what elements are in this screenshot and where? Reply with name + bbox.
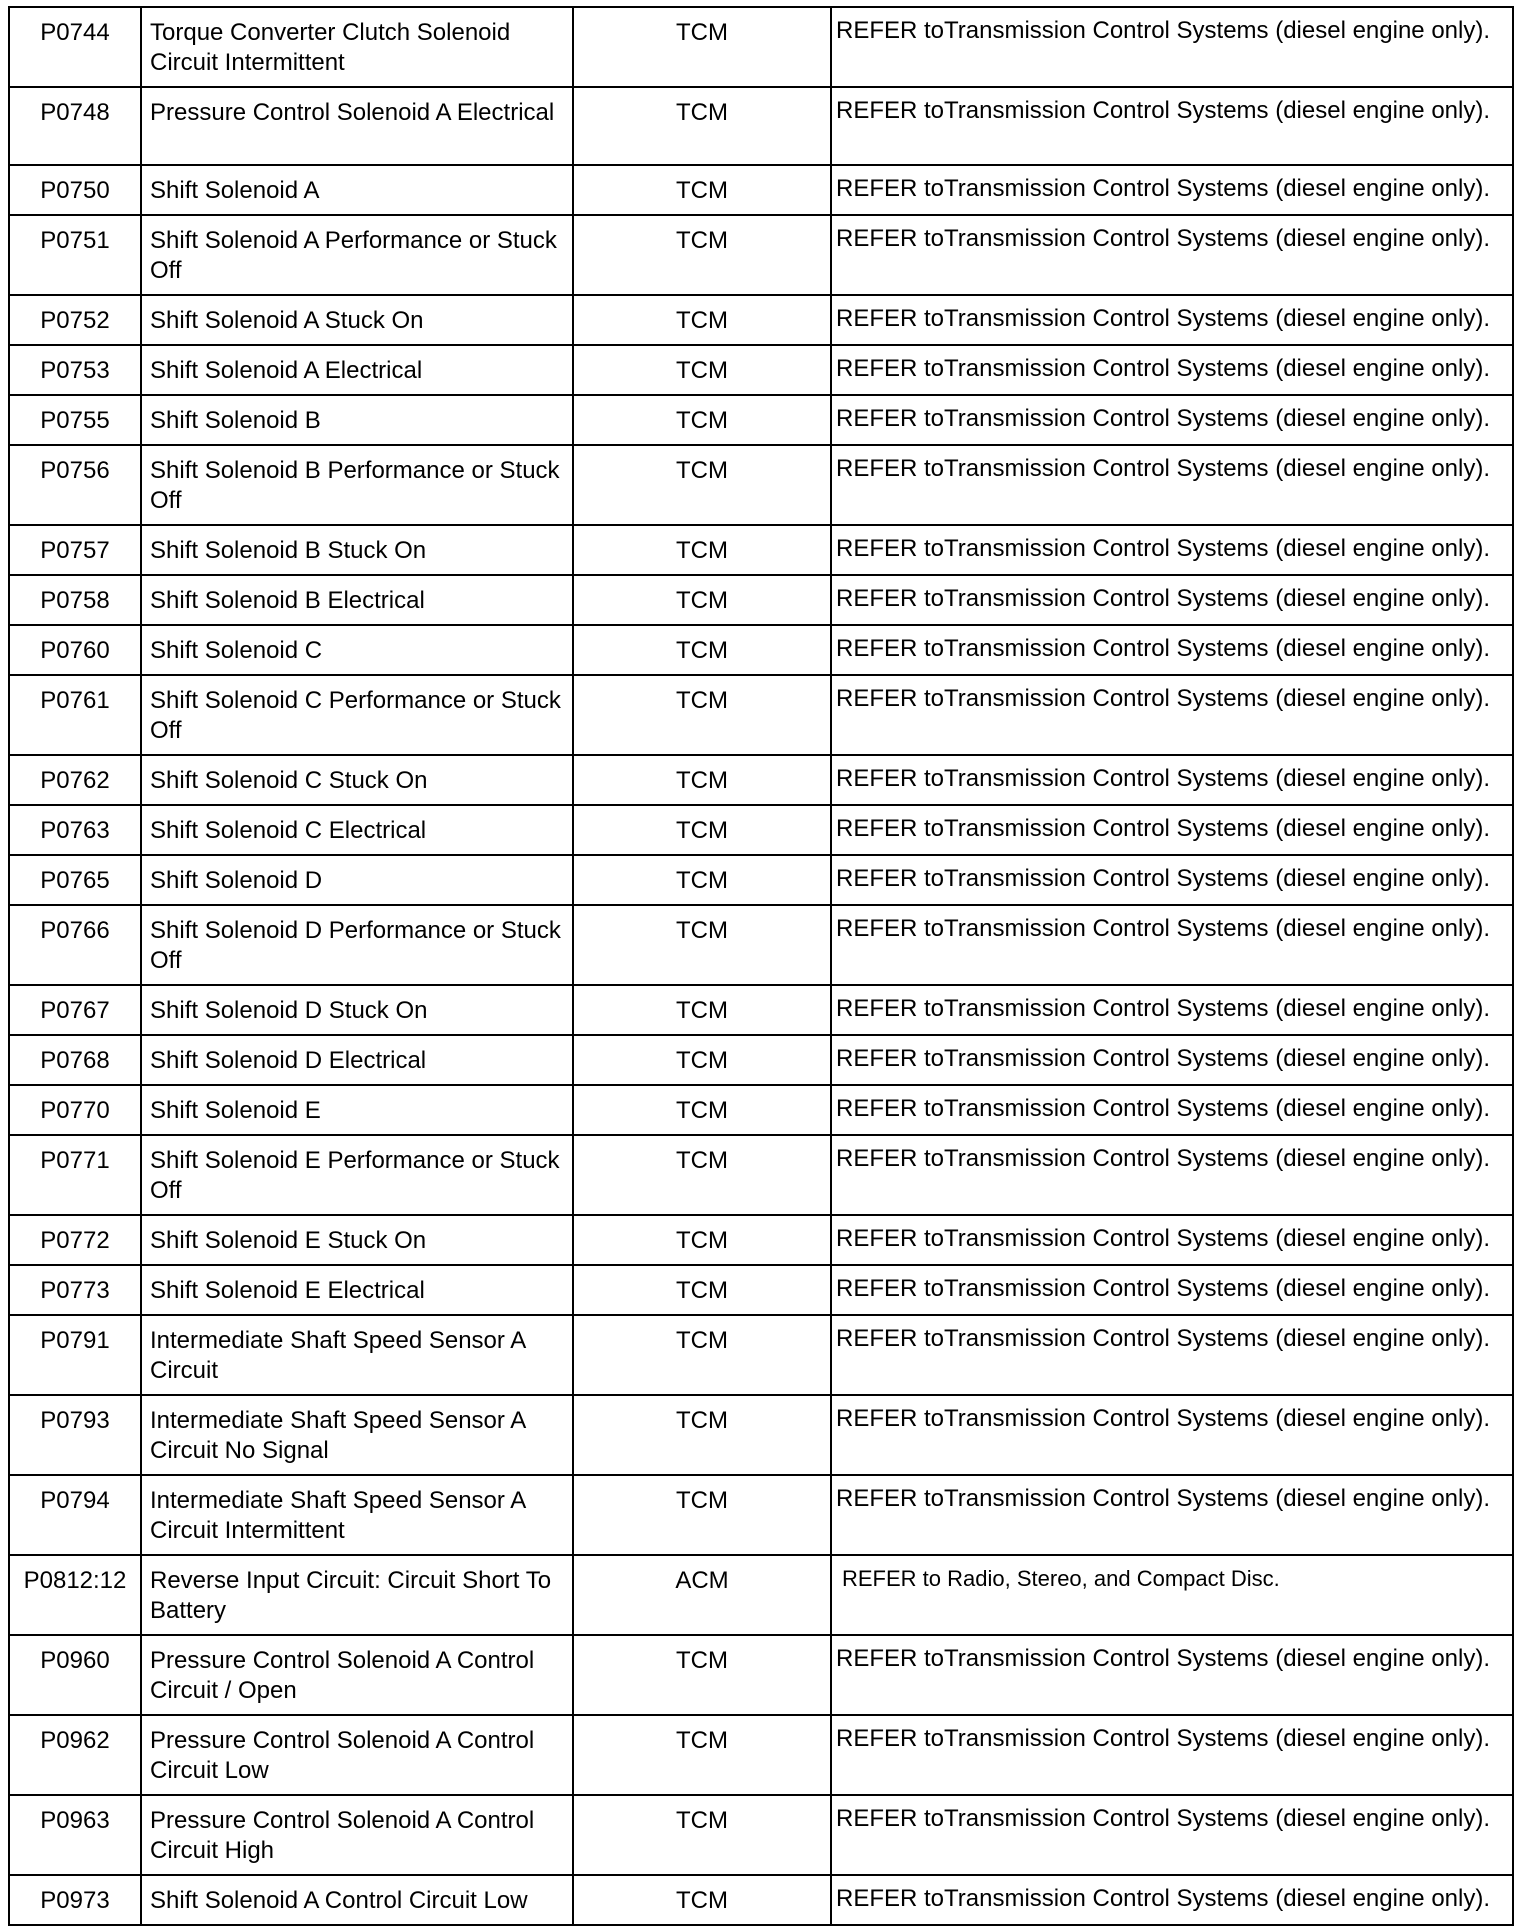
table-row <box>9 755 1513 805</box>
dtc-description: Shift Solenoid B Performance or Stuck Off <box>141 445 573 525</box>
dtc-module: TCM <box>573 1135 831 1215</box>
dtc-description: Shift Solenoid C <box>141 625 573 675</box>
dtc-code: P0757 <box>9 525 141 575</box>
dtc-action: REFER toTransmission Control Systems (diesel engine only). <box>831 165 1513 215</box>
dtc-code: P0750 <box>9 165 141 215</box>
dtc-module: TCM <box>573 1795 831 1875</box>
table-row <box>9 7 1513 87</box>
dtc-module: TCM <box>573 1215 831 1265</box>
dtc-code: P0960 <box>9 1635 141 1715</box>
dtc-action: REFER toTransmission Control Systems (diesel engine only). <box>831 575 1513 625</box>
dtc-code: P0756 <box>9 445 141 525</box>
dtc-module: TCM <box>573 855 831 905</box>
dtc-action: REFER toTransmission Control Systems (diesel engine only). <box>831 345 1513 395</box>
dtc-code: P0758 <box>9 575 141 625</box>
dtc-module: TCM <box>573 805 831 855</box>
dtc-action: REFER toTransmission Control Systems (diesel engine only). <box>831 7 1513 87</box>
dtc-module: TCM <box>573 1315 831 1395</box>
dtc-description: Shift Solenoid E Electrical <box>141 1265 573 1315</box>
dtc-code: P0765 <box>9 855 141 905</box>
dtc-module: TCM <box>573 445 831 525</box>
dtc-description: Shift Solenoid D <box>141 855 573 905</box>
dtc-description: Shift Solenoid C Stuck On <box>141 755 573 805</box>
dtc-code: P0772 <box>9 1215 141 1265</box>
dtc-module: TCM <box>573 905 831 985</box>
table-row <box>9 1555 1513 1635</box>
dtc-code: P0755 <box>9 395 141 445</box>
dtc-code: P0791 <box>9 1315 141 1395</box>
table-row <box>9 215 1513 295</box>
dtc-action: REFER toTransmission Control Systems (diesel engine only). <box>831 445 1513 525</box>
dtc-action: REFER toTransmission Control Systems (diesel engine only). <box>831 1215 1513 1265</box>
dtc-code: P0771 <box>9 1135 141 1215</box>
dtc-description: Pressure Control Solenoid A Control Circuit / Open <box>141 1635 573 1715</box>
dtc-module: TCM <box>573 1035 831 1085</box>
dtc-module: TCM <box>573 215 831 295</box>
table-row <box>9 575 1513 625</box>
dtc-module: TCM <box>573 985 831 1035</box>
dtc-action: REFER toTransmission Control Systems (diesel engine only). <box>831 1035 1513 1085</box>
table-row <box>9 985 1513 1035</box>
dtc-code: P0794 <box>9 1475 141 1555</box>
table-row <box>9 905 1513 985</box>
dtc-description: Intermediate Shaft Speed Sensor A Circuit Intermittent <box>141 1475 573 1555</box>
dtc-description: Shift Solenoid D Stuck On <box>141 985 573 1035</box>
table-row <box>9 1875 1513 1925</box>
dtc-action: REFER toTransmission Control Systems (diesel engine only). <box>831 1795 1513 1875</box>
table-row <box>9 525 1513 575</box>
dtc-table <box>8 6 1514 1926</box>
dtc-description: Shift Solenoid B Electrical <box>141 575 573 625</box>
dtc-description: Pressure Control Solenoid A Control Circuit High <box>141 1795 573 1875</box>
dtc-code: P0748 <box>9 87 141 165</box>
table-row <box>9 1135 1513 1215</box>
table-row <box>9 1715 1513 1795</box>
dtc-description: Shift Solenoid D Electrical <box>141 1035 573 1085</box>
dtc-action: REFER toTransmission Control Systems (diesel engine only). <box>831 1715 1513 1795</box>
dtc-module: TCM <box>573 1395 831 1475</box>
dtc-code: P0751 <box>9 215 141 295</box>
dtc-module: TCM <box>573 87 831 165</box>
dtc-action: REFER toTransmission Control Systems (diesel engine only). <box>831 1265 1513 1315</box>
dtc-module: TCM <box>573 295 831 345</box>
dtc-action: REFER toTransmission Control Systems (diesel engine only). <box>831 805 1513 855</box>
dtc-action: REFER toTransmission Control Systems (diesel engine only). <box>831 295 1513 345</box>
dtc-action: REFER toTransmission Control Systems (diesel engine only). <box>831 215 1513 295</box>
dtc-description: Shift Solenoid A Performance or Stuck Off <box>141 215 573 295</box>
dtc-description: Pressure Control Solenoid A Control Circuit Low <box>141 1715 573 1795</box>
table-row <box>9 1635 1513 1715</box>
dtc-description: Intermediate Shaft Speed Sensor A Circuit <box>141 1315 573 1395</box>
dtc-action: REFER toTransmission Control Systems (diesel engine only). <box>831 755 1513 805</box>
dtc-module: ACM <box>573 1555 831 1635</box>
dtc-code: P0753 <box>9 345 141 395</box>
dtc-code: P0793 <box>9 1395 141 1475</box>
table-row <box>9 1215 1513 1265</box>
dtc-description: Shift Solenoid A <box>141 165 573 215</box>
dtc-action: REFER toTransmission Control Systems (diesel engine only). <box>831 675 1513 755</box>
table-row <box>9 1475 1513 1555</box>
dtc-module: TCM <box>573 165 831 215</box>
dtc-description: Shift Solenoid D Performance or Stuck Off <box>141 905 573 985</box>
dtc-action: REFER toTransmission Control Systems (diesel engine only). <box>831 985 1513 1035</box>
table-row <box>9 675 1513 755</box>
dtc-description: Shift Solenoid C Electrical <box>141 805 573 855</box>
dtc-module: TCM <box>573 575 831 625</box>
table-row <box>9 395 1513 445</box>
dtc-module: TCM <box>573 1265 831 1315</box>
dtc-action: REFER toTransmission Control Systems (diesel engine only). <box>831 625 1513 675</box>
dtc-action: REFER toTransmission Control Systems (diesel engine only). <box>831 1315 1513 1395</box>
dtc-code: P0963 <box>9 1795 141 1875</box>
dtc-module: TCM <box>573 675 831 755</box>
dtc-code: P0766 <box>9 905 141 985</box>
dtc-description: Shift Solenoid A Control Circuit Low <box>141 1875 573 1925</box>
table-row <box>9 1315 1513 1395</box>
dtc-module: TCM <box>573 1635 831 1715</box>
dtc-module: TCM <box>573 1085 831 1135</box>
dtc-code: P0770 <box>9 1085 141 1135</box>
dtc-description: Shift Solenoid A Electrical <box>141 345 573 395</box>
dtc-action: REFER toTransmission Control Systems (diesel engine only). <box>831 905 1513 985</box>
dtc-code: P0973 <box>9 1875 141 1925</box>
dtc-action: REFER to Radio, Stereo, and Compact Disc. <box>831 1555 1513 1635</box>
table-row <box>9 165 1513 215</box>
dtc-description: Torque Converter Clutch Solenoid Circuit Intermittent <box>141 7 573 87</box>
dtc-action: REFER toTransmission Control Systems (diesel engine only). <box>831 1085 1513 1135</box>
table-row <box>9 625 1513 675</box>
dtc-action: REFER toTransmission Control Systems (diesel engine only). <box>831 1395 1513 1475</box>
table-row <box>9 1265 1513 1315</box>
table-row <box>9 1035 1513 1085</box>
dtc-description: Shift Solenoid B Stuck On <box>141 525 573 575</box>
dtc-module: TCM <box>573 1715 831 1795</box>
dtc-action: REFER toTransmission Control Systems (diesel engine only). <box>831 1135 1513 1215</box>
dtc-description: Shift Solenoid E Stuck On <box>141 1215 573 1265</box>
dtc-description: Shift Solenoid C Performance or Stuck Off <box>141 675 573 755</box>
dtc-description: Pressure Control Solenoid A Electrical <box>141 87 573 165</box>
dtc-module: TCM <box>573 525 831 575</box>
dtc-code: P0763 <box>9 805 141 855</box>
dtc-code: P0812:12 <box>9 1555 141 1635</box>
dtc-action: REFER toTransmission Control Systems (diesel engine only). <box>831 855 1513 905</box>
dtc-module: TCM <box>573 395 831 445</box>
dtc-action: REFER toTransmission Control Systems (diesel engine only). <box>831 1875 1513 1925</box>
dtc-code: P0773 <box>9 1265 141 1315</box>
dtc-code: P0767 <box>9 985 141 1035</box>
dtc-code: P0962 <box>9 1715 141 1795</box>
table-row <box>9 855 1513 905</box>
table-row <box>9 445 1513 525</box>
dtc-code: P0744 <box>9 7 141 87</box>
dtc-description: Shift Solenoid E <box>141 1085 573 1135</box>
dtc-action: REFER toTransmission Control Systems (diesel engine only). <box>831 395 1513 445</box>
dtc-code: P0762 <box>9 755 141 805</box>
table-row <box>9 1395 1513 1475</box>
dtc-module: TCM <box>573 1875 831 1925</box>
dtc-module: TCM <box>573 1475 831 1555</box>
table-row <box>9 1795 1513 1875</box>
dtc-description: Reverse Input Circuit: Circuit Short To Battery <box>141 1555 573 1635</box>
dtc-description: Shift Solenoid A Stuck On <box>141 295 573 345</box>
dtc-description: Shift Solenoid E Performance or Stuck Off <box>141 1135 573 1215</box>
table-row <box>9 87 1513 165</box>
dtc-code: P0761 <box>9 675 141 755</box>
table-row <box>9 805 1513 855</box>
table-row <box>9 1085 1513 1135</box>
dtc-action: REFER toTransmission Control Systems (diesel engine only). <box>831 87 1513 165</box>
dtc-action: REFER toTransmission Control Systems (diesel engine only). <box>831 1635 1513 1715</box>
dtc-module: TCM <box>573 7 831 87</box>
dtc-code: P0752 <box>9 295 141 345</box>
dtc-module: TCM <box>573 345 831 395</box>
dtc-module: TCM <box>573 625 831 675</box>
dtc-action: REFER toTransmission Control Systems (diesel engine only). <box>831 1475 1513 1555</box>
table-row <box>9 295 1513 345</box>
dtc-action: REFER toTransmission Control Systems (diesel engine only). <box>831 525 1513 575</box>
dtc-module: TCM <box>573 755 831 805</box>
dtc-description: Shift Solenoid B <box>141 395 573 445</box>
dtc-code: P0760 <box>9 625 141 675</box>
dtc-code: P0768 <box>9 1035 141 1085</box>
dtc-description: Intermediate Shaft Speed Sensor A Circuit No Signal <box>141 1395 573 1475</box>
table-row <box>9 345 1513 395</box>
